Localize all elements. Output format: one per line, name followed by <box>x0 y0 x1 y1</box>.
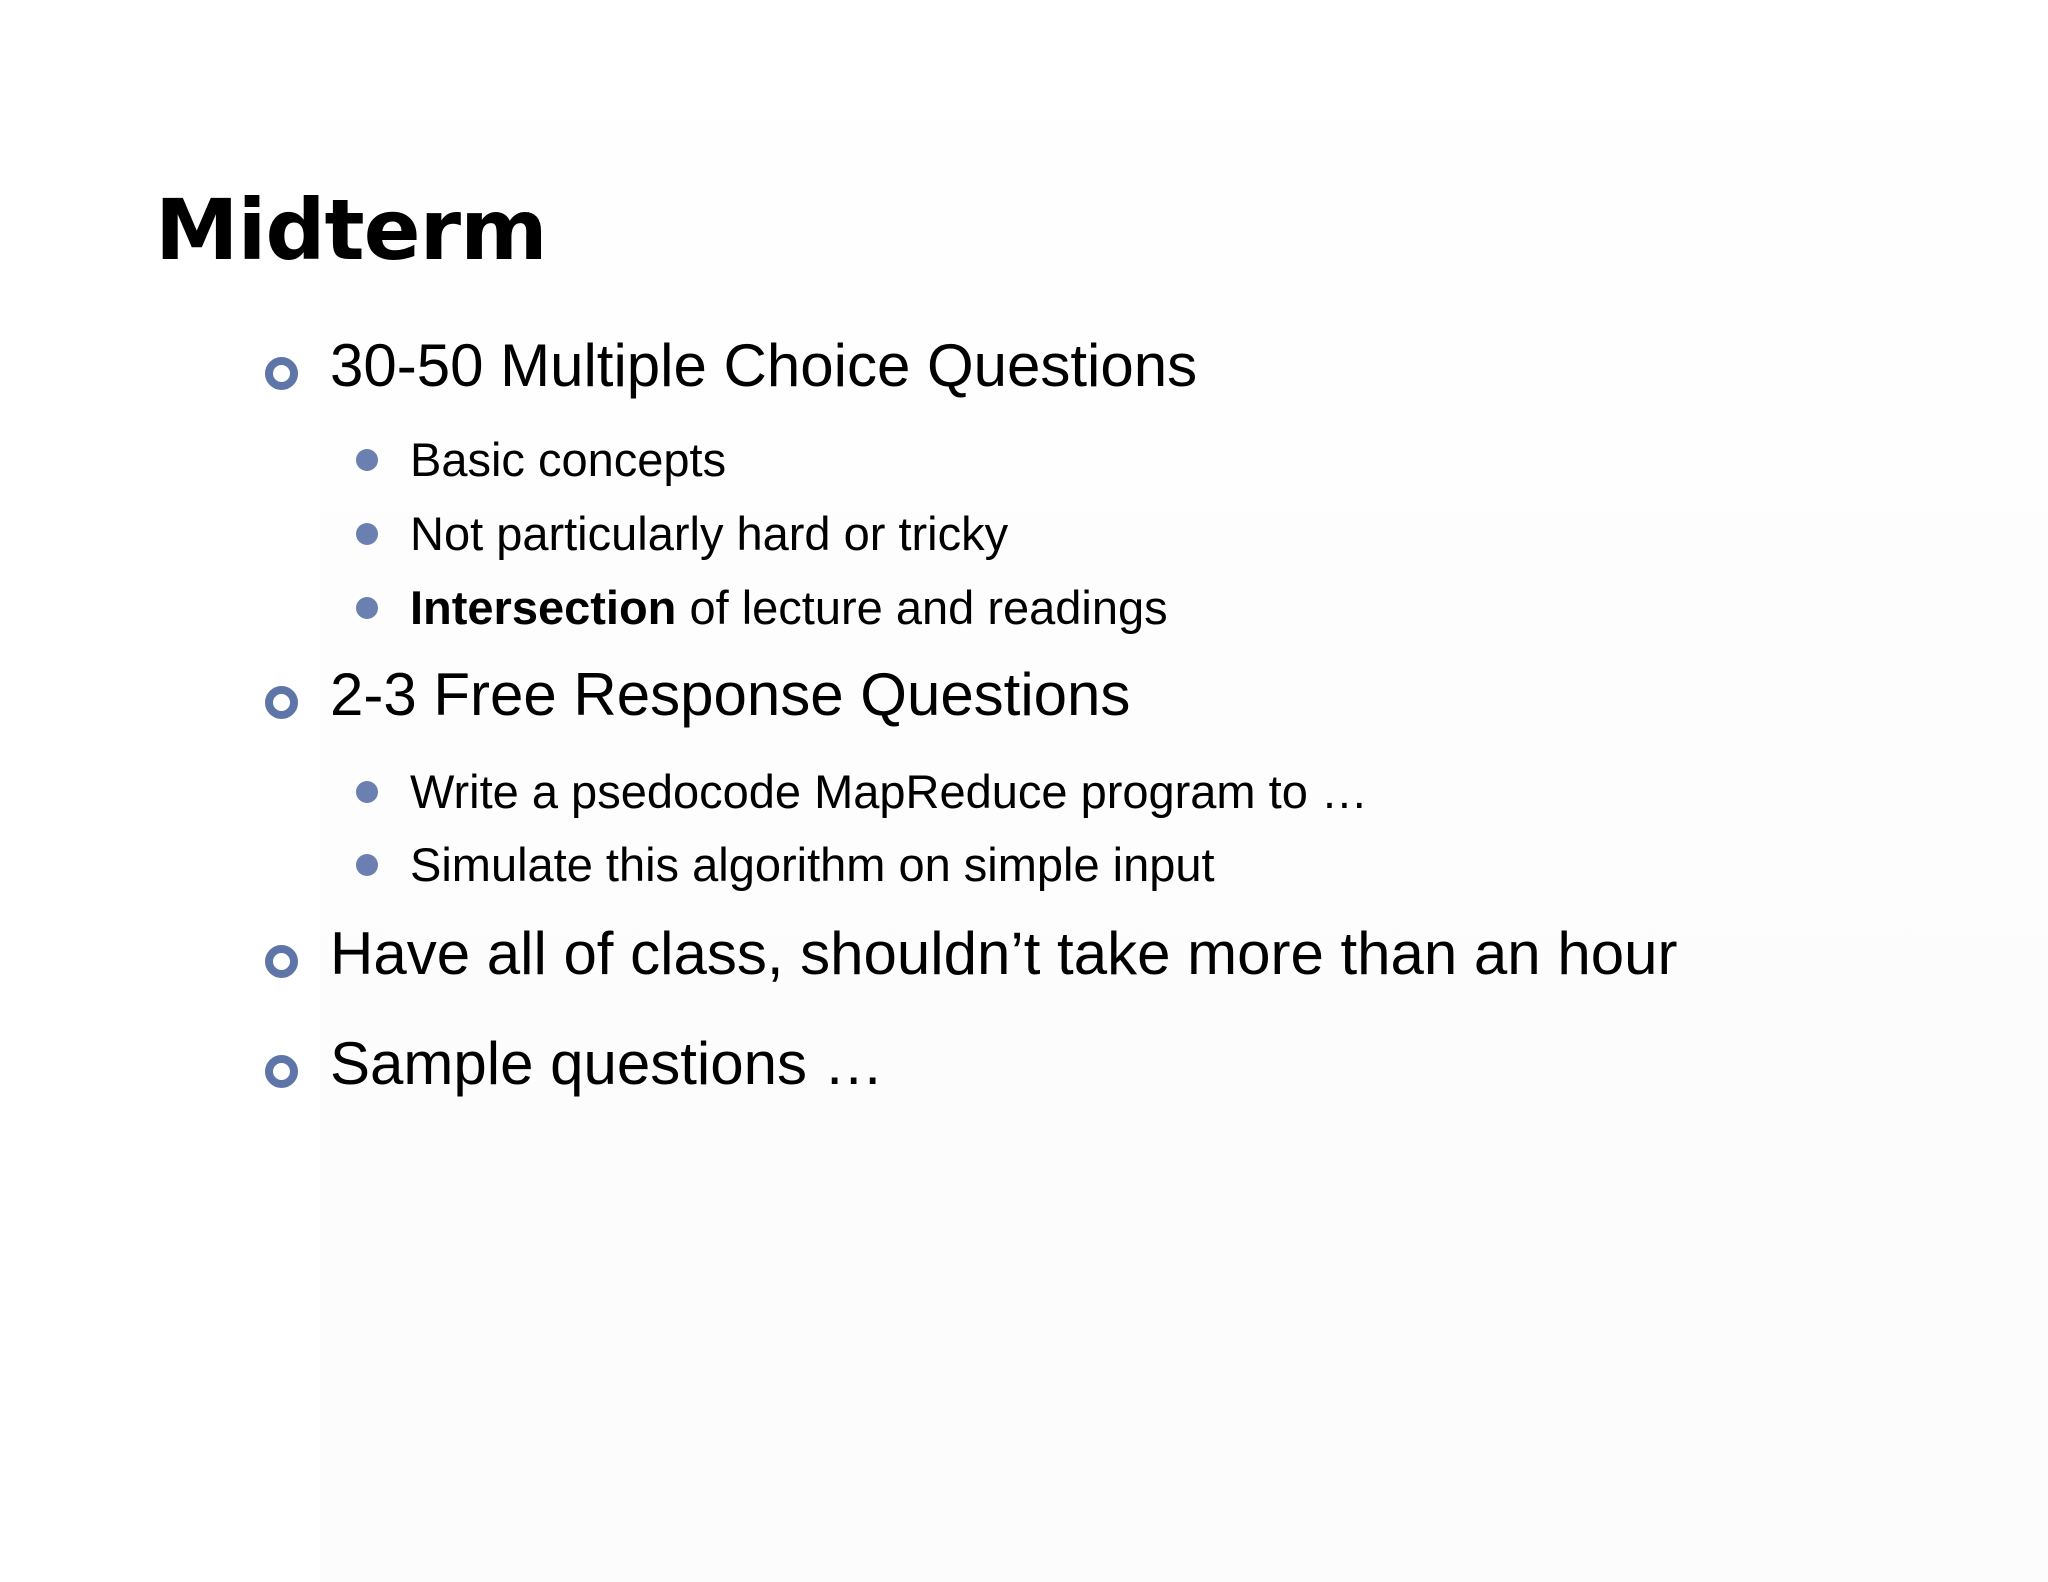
ring-bullet-icon <box>265 357 298 390</box>
bullet-free-response: 2-3 Free Response Questions <box>330 661 1131 728</box>
subbullet-simulate: Simulate this algorithm on simple input <box>410 838 1215 891</box>
subbullet-not-hard: Not particularly hard or tricky <box>410 507 1009 560</box>
intersection-emphasis: Intersection <box>410 581 677 634</box>
subbullet-basic-concepts: Basic concepts <box>410 433 727 486</box>
ring-bullet-icon <box>265 945 298 978</box>
ring-bullet-icon <box>265 1055 298 1088</box>
dot-bullet-icon <box>356 781 378 803</box>
intersection-rest: of lecture and readings <box>676 581 1168 634</box>
bullet-sample-questions: Sample questions … <box>330 1030 884 1097</box>
subbullet-mapreduce: Write a psedocode MapReduce program to … <box>410 765 1368 818</box>
dot-bullet-icon <box>356 449 378 471</box>
slide-title: Midterm <box>155 181 547 279</box>
dot-bullet-icon <box>356 854 378 876</box>
bullet-class-time: Have all of class, shouldn’t take more than an hour <box>330 920 1678 987</box>
subbullet-intersection <box>410 579 1168 637</box>
dot-bullet-icon <box>356 523 378 545</box>
dot-bullet-icon <box>356 597 378 619</box>
ring-bullet-icon <box>265 686 298 719</box>
bullet-multiple-choice: 30-50 Multiple Choice Questions <box>330 332 1198 399</box>
